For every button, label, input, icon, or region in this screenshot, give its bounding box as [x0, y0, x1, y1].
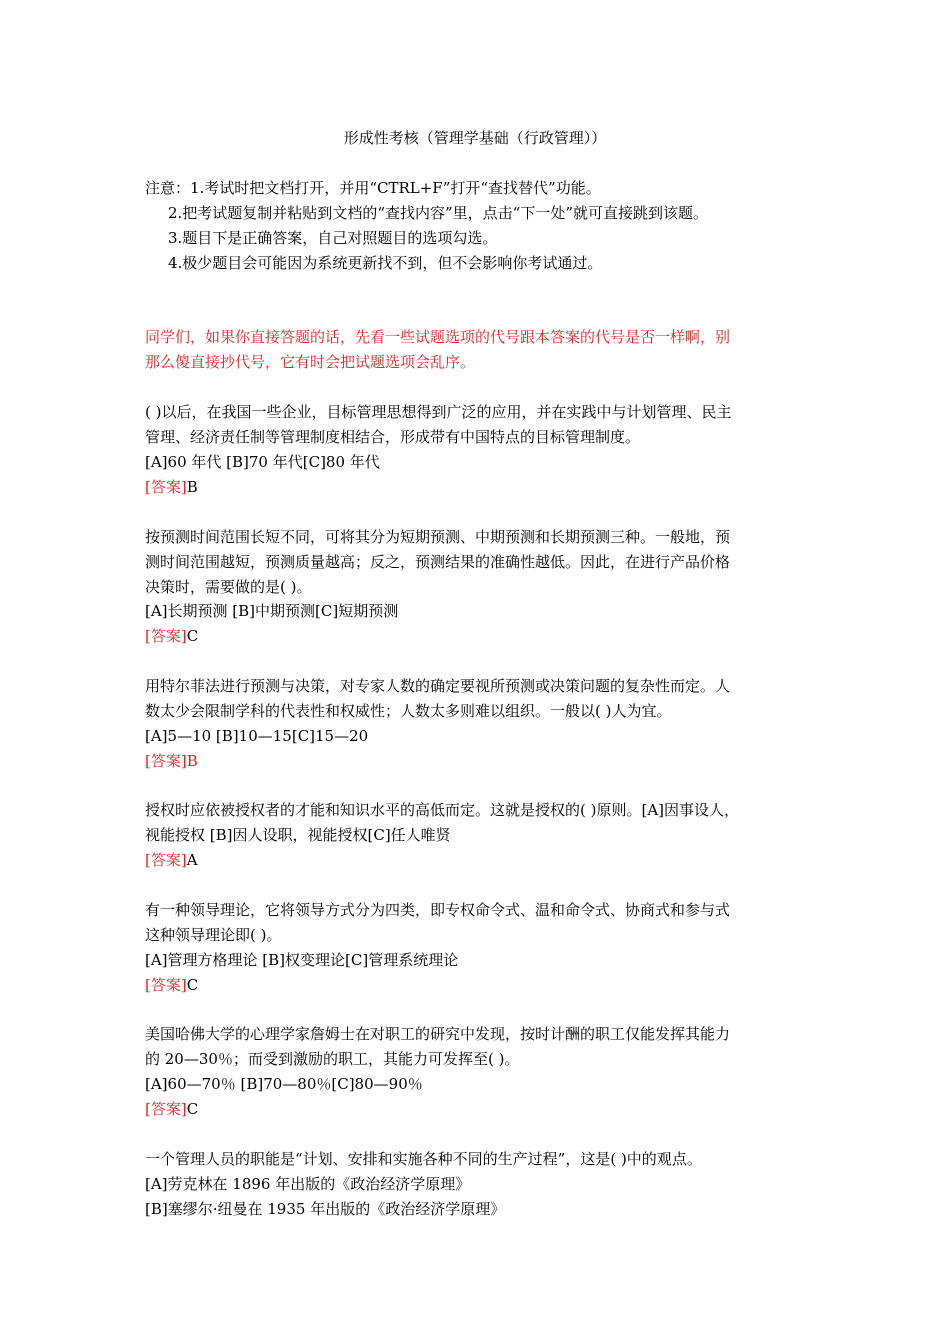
question-line: 美国哈佛大学的心理学家詹姆士在对职工的研究中发现，按时计酬的职工仅能发挥其能力 [145, 1025, 731, 1043]
question-line: 决策时，需要做的是( )。 [145, 578, 312, 596]
question-option: [A]劳克林在 1896 年出版的《政治经济学原理》 [145, 1175, 471, 1193]
answer-label: [答案] [145, 1100, 187, 1118]
answer-value: A [186, 851, 198, 869]
warning-line: 那么傻直接抄代号，它有时会把试题选项会乱序。 [145, 353, 476, 371]
answer-value: C [186, 627, 199, 645]
answer-label: [答案] [145, 627, 187, 645]
question-line: 的 20—30％；而受到激励的职工，其能力可发挥至( )。 [145, 1050, 520, 1068]
question-option: [B]塞缪尔·纽曼在 1935 年出版的《政治经济学原理》 [145, 1200, 506, 1218]
answer-label: [答案] [145, 851, 187, 869]
answer-label: [答案] [145, 752, 187, 770]
question-options: [A]管理方格理论 [B]权变理论[C]管理系统理论 [145, 951, 459, 969]
answer-label: [答案] [145, 478, 187, 496]
question-line: 授权时应依被授权者的才能和知识水平的高低而定。这就是授权的( )原则。[A]因事设人， [145, 801, 740, 819]
answer-line [145, 477, 198, 497]
answer-line [145, 1099, 198, 1119]
question-line: 按预测时间范围长短不同，可将其分为短期预测、中期预测和长期预测三种。一般地，预 [145, 528, 731, 546]
question-line: 有一种领导理论，它将领导方式分为四类，即专权命令式、温和命令式、协商式和参与式 [145, 901, 731, 919]
question-line: 测时间范围越短，预测质量越高；反之，预测结果的准确性越低。因此，在进行产品价格 [145, 553, 731, 571]
question-line: 这种领导理论即( )。 [145, 926, 282, 944]
question-line: 视能授权 [B]因人设职，视能授权[C]任人唯贤 [145, 826, 451, 844]
question-line: 管理、经济责任制等管理制度相结合，形成带有中国特点的目标管理制度。 [145, 428, 641, 446]
note-line: 4.极少题目会可能因为系统更新找不到，但不会影响你考试通过。 [168, 254, 603, 272]
answer-value: C [186, 976, 199, 994]
warning-line: 同学们，如果你直接答题的话，先看一些试题选项的代号跟本答案的代号是否一样啊，别 [145, 328, 731, 346]
question-options: [A]长期预测 [B]中期预测[C]短期预测 [145, 602, 399, 620]
question-options: [A]5—10 [B]10—15[C]15—20 [145, 727, 369, 745]
note-line: 2.把考试题复制并粘贴到文档的“查找内容”里，点击“下一处”就可直接跳到该题。 [168, 204, 708, 222]
question-options: [A]60—70％ [B]70—80％[C]80—90％ [145, 1075, 423, 1093]
question-line: 用特尔菲法进行预测与决策，对专家人数的确定要视所预测或决策问题的复杂性而定。人 [145, 677, 731, 695]
answer-line [145, 751, 198, 771]
question-line: ( )以后，在我国一些企业，目标管理思想得到广泛的应用，并在实践中与计划管理、民主 [145, 403, 732, 421]
note-line: 注意：1.考试时把文档打开，并用“CTRL+F”打开“查找替代”功能。 [145, 179, 601, 197]
answer-line [145, 850, 198, 870]
answer-line [145, 975, 198, 995]
answer-value: B [186, 478, 198, 496]
question-options: [A]60 年代 [B]70 年代[C]80 年代 [145, 453, 380, 471]
answer-value: C [186, 1100, 199, 1118]
question-line: 数太少会限制学科的代表性和权威性；人数太多则难以组织。一般以( )人为宜。 [145, 702, 672, 720]
answer-value: B [186, 752, 198, 770]
answer-label: [答案] [145, 976, 187, 994]
document-title: 形成性考核（管理学基础（行政管理）） [343, 129, 607, 147]
answer-line [145, 626, 198, 646]
note-line: 3.题目下是正确答案，自己对照题目的选项勾选。 [168, 229, 498, 247]
question-line: 一个管理人员的职能是“计划、安排和实施各种不同的生产过程”，这是( )中的观点。 [145, 1150, 702, 1168]
